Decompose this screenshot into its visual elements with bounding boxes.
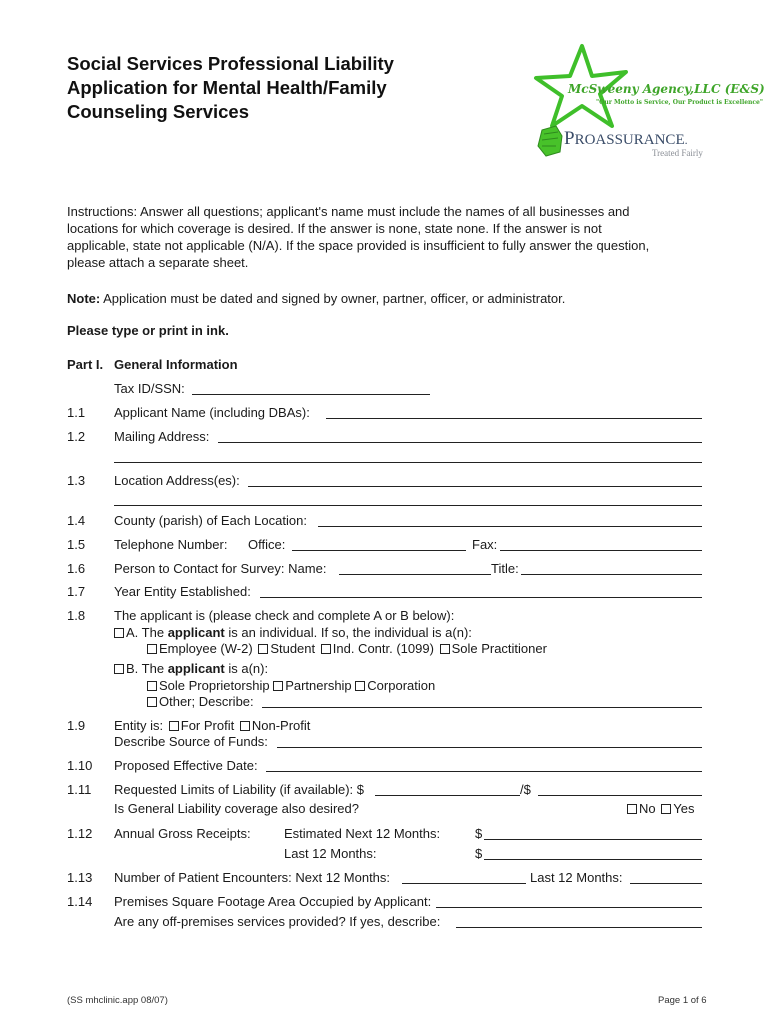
- corporation-checkbox[interactable]: [355, 681, 365, 691]
- square-footage-label: Premises Square Footage Area Occupied by Applicant:: [114, 894, 432, 909]
- non-profit-checkbox[interactable]: [240, 721, 250, 731]
- option-b-checkbox[interactable]: [114, 664, 124, 674]
- item-number: 1.14: [67, 894, 93, 909]
- year-established-label: Year Entity Established:: [114, 584, 251, 599]
- square-footage-field[interactable]: [436, 907, 702, 908]
- mailing-address-label: Mailing Address:: [114, 429, 210, 444]
- item-number: 1.3: [67, 473, 86, 488]
- contact-title-field[interactable]: [521, 574, 702, 575]
- agency-logo: [530, 42, 765, 162]
- funds-source-field[interactable]: [277, 747, 702, 748]
- employee-checkbox[interactable]: [147, 644, 157, 654]
- encounters-last-field[interactable]: [630, 883, 702, 884]
- gl-no-checkbox[interactable]: [627, 804, 637, 814]
- item-number: 1.8: [67, 608, 86, 623]
- tax-id-label: Tax ID/SSN:: [114, 381, 185, 396]
- hand-icon: [536, 124, 564, 158]
- print-instruction: Please type or print in ink.: [67, 323, 229, 338]
- agency-name: McSweeny Agency,LLC (E&S): [568, 82, 765, 96]
- page-number: Page 1 of 6: [658, 995, 707, 1006]
- contact-name-label: Person to Contact for Survey: Name:: [114, 561, 327, 576]
- agency-motto: "Our Motto is Service, Our Product is Excellence": [596, 99, 764, 106]
- option-b-row: B. The applicant is a(n):: [114, 660, 268, 677]
- instructions-line-2: locations for which coverage is desired. If the answer is none, state none. If the answer is not: [67, 221, 602, 236]
- item-number: 1.2: [67, 429, 86, 444]
- effective-date-field[interactable]: [266, 771, 702, 772]
- applicant-type-label: The applicant is (please check and complete A or B below):: [114, 608, 455, 623]
- encounters-last-label: Last 12 Months:: [530, 870, 623, 885]
- tax-id-field[interactable]: [192, 394, 430, 395]
- general-liability-label: Is General Liability coverage also desired?: [114, 801, 359, 816]
- office-phone-field[interactable]: [292, 550, 466, 551]
- location-address-label: Location Address(es):: [114, 473, 240, 488]
- entity-status-row: Entity is: For Profit Non-Profit: [114, 718, 311, 733]
- entity-options-row: Sole Proprietorship Partnership Corporation: [147, 677, 435, 694]
- instructions-line-4: please attach a separate sheet.: [67, 255, 249, 270]
- ind-contr-checkbox[interactable]: [321, 644, 331, 654]
- fax-label: Fax:: [472, 537, 498, 552]
- title-line-1: Social Services Professional Liability: [67, 53, 394, 74]
- item-number: 1.11: [67, 782, 92, 797]
- limits-aggregate-field[interactable]: [538, 795, 702, 796]
- other-checkbox[interactable]: [147, 697, 157, 707]
- title-line-3: Counseling Services: [67, 101, 249, 122]
- contact-name-field[interactable]: [339, 574, 491, 575]
- part1-label: Part I.: [67, 357, 104, 372]
- limits-per-claim-field[interactable]: [375, 795, 520, 796]
- office-label: Office:: [248, 537, 286, 552]
- item-number: 1.5: [67, 537, 86, 552]
- note-text: Application must be dated and signed by owner, partner, officer, or administrator.: [100, 291, 566, 306]
- part1-heading: General Information: [114, 357, 238, 372]
- general-liability-options: No Yes: [627, 800, 694, 817]
- effective-date-label: Proposed Effective Date:: [114, 758, 258, 773]
- item-number: 1.12: [67, 826, 93, 841]
- limits-slash: /$: [520, 782, 531, 797]
- limits-label: Requested Limits of Liability (if available): $: [114, 782, 365, 797]
- mailing-address-field-2[interactable]: [114, 462, 702, 463]
- partnership-checkbox[interactable]: [273, 681, 283, 691]
- individual-options-row: Employee (W-2) Student Ind. Contr. (1099) Sole Practitioner: [147, 640, 547, 657]
- instructions: [67, 203, 707, 271]
- instructions-line-1: Instructions: Answer all questions; applicant's name must include the names of all businesses and: [67, 204, 630, 219]
- item-number: 1.13: [67, 870, 93, 885]
- item-number: 1.6: [67, 561, 86, 576]
- gross-receipts-label: Annual Gross Receipts:: [114, 826, 251, 841]
- next-12-months-label: Estimated Next 12 Months:: [284, 826, 441, 841]
- other-describe-field[interactable]: [262, 707, 702, 708]
- off-premises-label: Are any off-premises services provided? If yes, describe:: [114, 914, 441, 929]
- dollar-sign: $: [475, 846, 483, 861]
- student-checkbox[interactable]: [258, 644, 268, 654]
- location-address-field-2[interactable]: [114, 505, 702, 506]
- document-title: [67, 52, 507, 124]
- fax-field[interactable]: [500, 550, 702, 551]
- other-option-row: Other; Describe:: [147, 693, 254, 710]
- sole-proprietorship-checkbox[interactable]: [147, 681, 157, 691]
- sole-practitioner-checkbox[interactable]: [440, 644, 450, 654]
- dollar-sign: $: [475, 826, 483, 841]
- county-field[interactable]: [318, 526, 702, 527]
- location-address-field[interactable]: [248, 486, 702, 487]
- receipts-last-12-field[interactable]: [484, 859, 702, 860]
- option-a-row: A. The applicant is an individual. If so, the individual is a(n):: [114, 624, 472, 641]
- item-number: 1.9: [67, 718, 86, 733]
- receipts-next-12-field[interactable]: [484, 839, 702, 840]
- county-label: County (parish) of Each Location:: [114, 513, 307, 528]
- form-code: (SS mhclinic.app 08/07): [67, 995, 168, 1006]
- item-number: 1.7: [67, 584, 86, 599]
- instructions-line-3: applicable, state not applicable (N/A). If the space provided is insufficient to fully answer the question,: [67, 238, 650, 253]
- gl-yes-checkbox[interactable]: [661, 804, 671, 814]
- for-profit-checkbox[interactable]: [169, 721, 179, 731]
- applicant-name-field[interactable]: [326, 418, 702, 419]
- funds-source-label: Describe Source of Funds:: [114, 734, 268, 749]
- proassurance-tagline: Treated Fairly: [652, 148, 703, 158]
- mailing-address-field[interactable]: [218, 442, 702, 443]
- note-label: Note:: [67, 291, 101, 306]
- encounters-next-label: Number of Patient Encounters: Next 12 Months:: [114, 870, 391, 885]
- item-number: 1.1: [67, 405, 86, 420]
- item-number: 1.10: [67, 758, 93, 773]
- off-premises-field[interactable]: [456, 927, 702, 928]
- last-12-months-label: Last 12 Months:: [284, 846, 377, 861]
- proassurance-logo: PROASSURANCE.: [564, 128, 688, 149]
- option-a-checkbox[interactable]: [114, 628, 124, 638]
- telephone-label: Telephone Number:: [114, 537, 228, 552]
- contact-title-label: Title:: [491, 561, 519, 576]
- encounters-next-field[interactable]: [402, 883, 526, 884]
- title-line-2: Application for Mental Health/Family: [67, 77, 387, 98]
- year-established-field[interactable]: [260, 597, 702, 598]
- item-number: 1.4: [67, 513, 86, 528]
- note: [67, 290, 565, 307]
- applicant-name-label: Applicant Name (including DBAs):: [114, 405, 310, 420]
